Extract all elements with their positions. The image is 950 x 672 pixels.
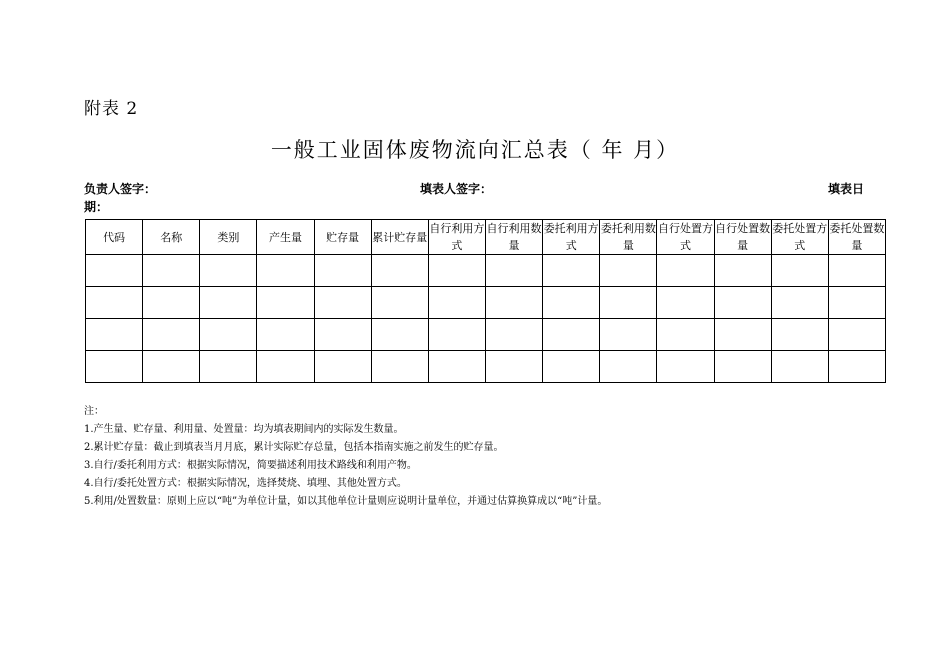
table-cell bbox=[257, 287, 314, 319]
table-cell bbox=[86, 255, 143, 287]
table-cell bbox=[428, 287, 485, 319]
table-cell bbox=[714, 351, 771, 383]
header-storage-amount: 贮存量 bbox=[314, 220, 371, 255]
table-cell bbox=[600, 319, 657, 351]
table-cell bbox=[543, 255, 600, 287]
table-cell bbox=[200, 319, 257, 351]
table-cell bbox=[200, 351, 257, 383]
table-cell bbox=[714, 255, 771, 287]
table-cell bbox=[314, 287, 371, 319]
table-cell bbox=[657, 351, 714, 383]
table-cell bbox=[143, 351, 200, 383]
table-cell bbox=[428, 255, 485, 287]
table-cell bbox=[714, 287, 771, 319]
header-entrusted-utilization-amount: 委托利用数量 bbox=[600, 220, 657, 255]
table-cell bbox=[543, 351, 600, 383]
table-cell bbox=[371, 287, 428, 319]
table-cell bbox=[485, 351, 542, 383]
table-cell bbox=[828, 287, 885, 319]
header-self-utilization-method: 自行利用方式 bbox=[428, 220, 485, 255]
table-cell bbox=[143, 287, 200, 319]
table-cell bbox=[257, 319, 314, 351]
header-entrusted-disposal-amount: 委托处置数量 bbox=[828, 220, 885, 255]
header-category: 类别 bbox=[200, 220, 257, 255]
table-cell bbox=[428, 319, 485, 351]
table-cell bbox=[257, 351, 314, 383]
table-row bbox=[86, 351, 886, 383]
table-cell bbox=[371, 351, 428, 383]
note-item: 3.自行/委托利用方式：根据实际情况，简要描述利用技术路线和利用产物。 bbox=[84, 460, 417, 471]
table-header-row bbox=[86, 220, 886, 255]
table-cell bbox=[714, 319, 771, 351]
header-self-utilization-amount: 自行利用数量 bbox=[485, 220, 542, 255]
table-cell bbox=[828, 319, 885, 351]
filler-signature-label: 填表人签字： bbox=[420, 182, 493, 196]
table-cell bbox=[657, 319, 714, 351]
appendix-label: 附表 2 bbox=[84, 99, 139, 119]
table-row bbox=[86, 255, 886, 287]
header-generated-amount: 产生量 bbox=[257, 220, 314, 255]
table-cell bbox=[86, 351, 143, 383]
table-cell bbox=[143, 255, 200, 287]
notes-section bbox=[84, 403, 607, 511]
table-cell bbox=[600, 287, 657, 319]
notes-heading: 注： bbox=[84, 406, 104, 417]
table-cell bbox=[200, 255, 257, 287]
table-cell bbox=[86, 287, 143, 319]
table-cell bbox=[600, 255, 657, 287]
fill-date-label: 填表日 bbox=[828, 182, 865, 196]
document-title: 一般工业固体废物流向汇总表（ 年 月） bbox=[270, 138, 680, 162]
table-cell bbox=[485, 255, 542, 287]
table-cell bbox=[86, 319, 143, 351]
header-entrusted-utilization-method: 委托利用方式 bbox=[543, 220, 600, 255]
waste-flow-summary-table bbox=[85, 219, 886, 383]
responsible-signature-label: 负责人签字： bbox=[84, 182, 157, 196]
table-cell bbox=[771, 319, 828, 351]
table-cell bbox=[257, 255, 314, 287]
table-cell bbox=[485, 287, 542, 319]
table-row bbox=[86, 319, 886, 351]
note-item: 5.利用/处置数量：原则上应以“吨”为单位计量，如以其他单位计量则应说明计量单位，并通过估算换算成以“吨”计量。 bbox=[84, 496, 608, 507]
table-cell bbox=[314, 255, 371, 287]
table-row bbox=[86, 287, 886, 319]
header-self-disposal-method: 自行处置方式 bbox=[657, 220, 714, 255]
table-cell bbox=[657, 287, 714, 319]
table-cell bbox=[314, 319, 371, 351]
table-cell bbox=[371, 255, 428, 287]
table-cell bbox=[771, 351, 828, 383]
table-cell bbox=[828, 255, 885, 287]
table-cell bbox=[200, 287, 257, 319]
table-cell bbox=[828, 351, 885, 383]
note-item: 2.累计贮存量：截止到填表当月月底，累计实际贮存总量，包括本指南实施之前发生的贮存量。 bbox=[84, 442, 504, 453]
note-item: 1.产生量、贮存量、利用量、处置量：均为填表期间内的实际发生数量。 bbox=[84, 424, 404, 435]
fill-date-label-wrap: 期： bbox=[84, 200, 109, 214]
header-cumulative-storage: 累计贮存量 bbox=[371, 220, 428, 255]
table-cell bbox=[543, 319, 600, 351]
note-item: 4.自行/委托处置方式：根据实际情况，选择焚烧、填埋、其他处置方式。 bbox=[84, 478, 407, 489]
table-cell bbox=[771, 287, 828, 319]
header-entrusted-disposal-method: 委托处置方式 bbox=[771, 220, 828, 255]
table-cell bbox=[428, 351, 485, 383]
table-cell bbox=[485, 319, 542, 351]
table-cell bbox=[143, 319, 200, 351]
header-code: 代码 bbox=[86, 220, 143, 255]
table-cell bbox=[771, 255, 828, 287]
table-cell bbox=[657, 255, 714, 287]
header-name: 名称 bbox=[143, 220, 200, 255]
table-cell bbox=[543, 287, 600, 319]
table-cell bbox=[600, 351, 657, 383]
header-self-disposal-amount: 自行处置数量 bbox=[714, 220, 771, 255]
table-cell bbox=[314, 351, 371, 383]
table-cell bbox=[371, 319, 428, 351]
